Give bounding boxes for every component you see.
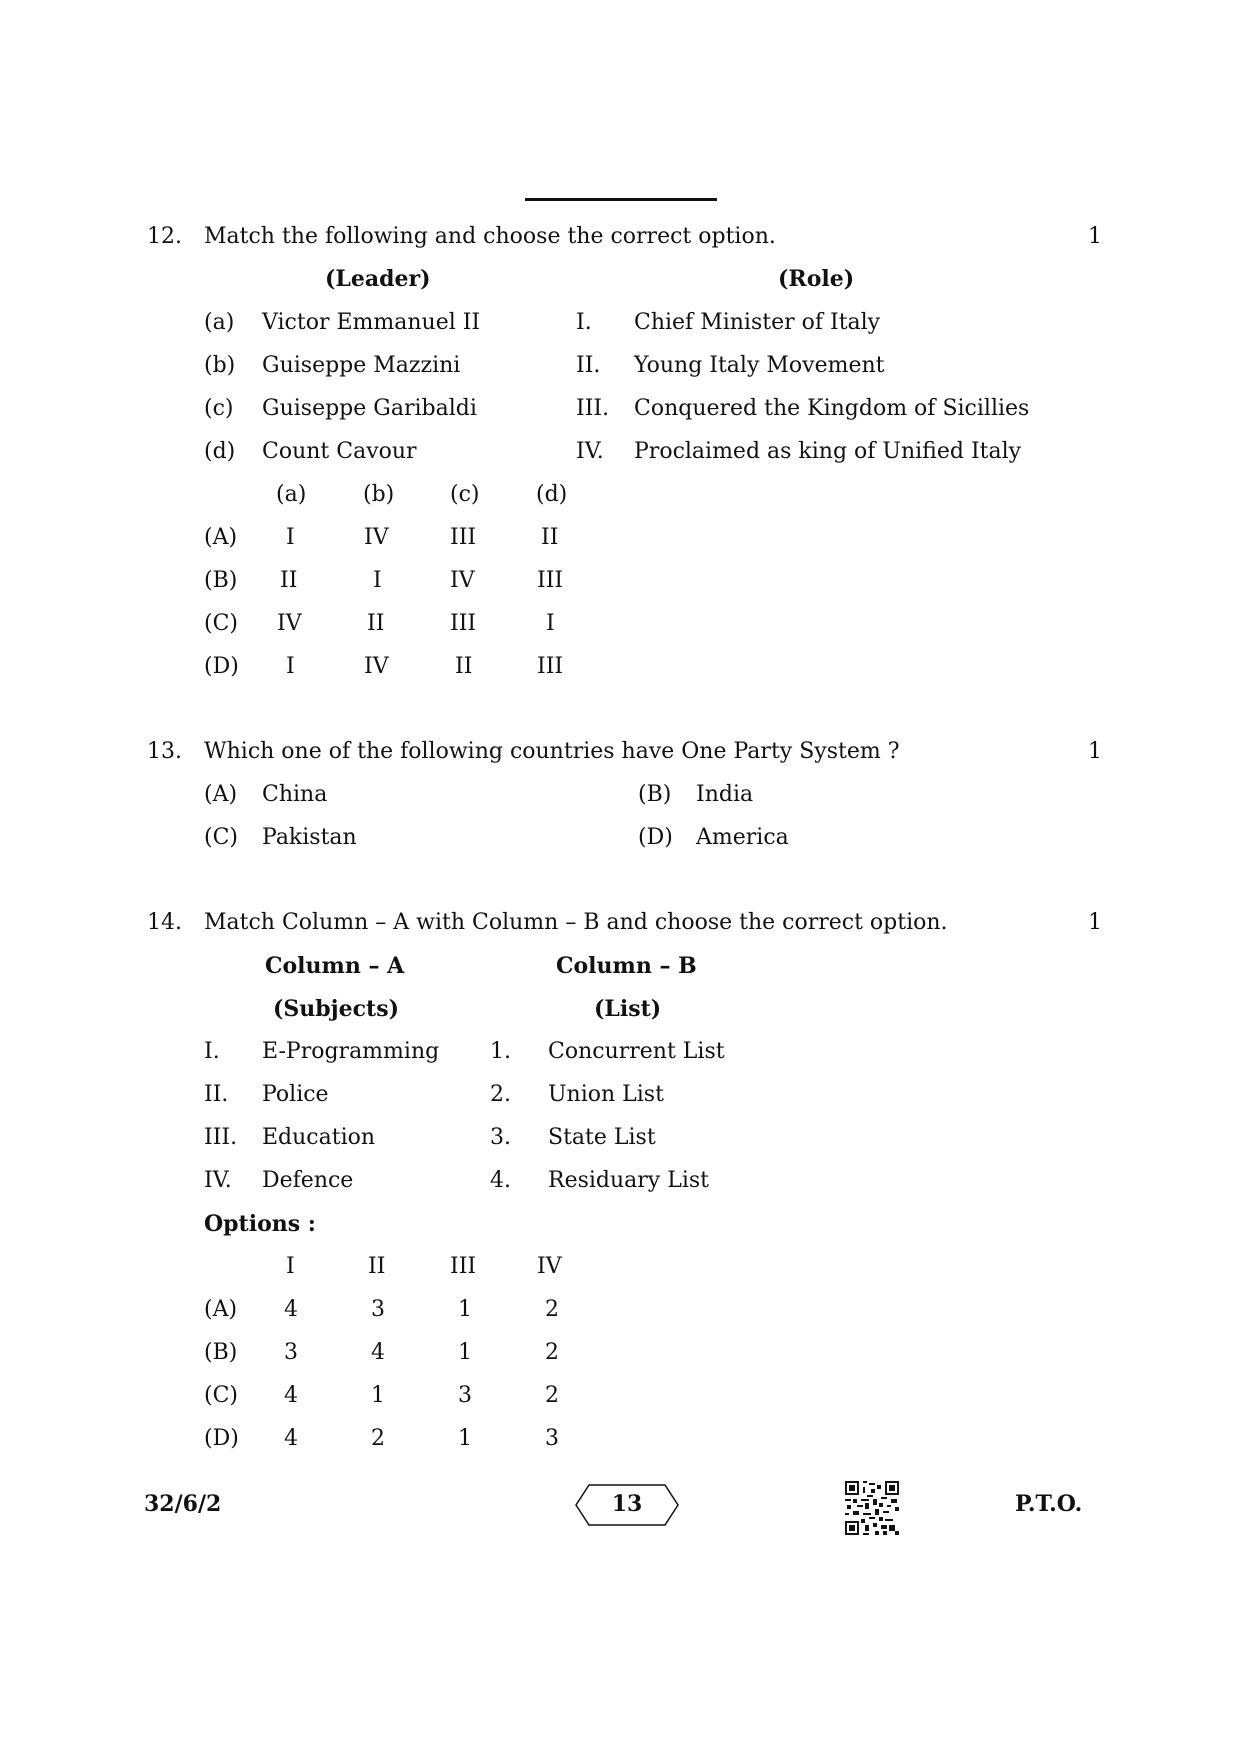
q12-option-value: I xyxy=(373,568,382,593)
q12-option-value: I xyxy=(546,611,555,636)
q12-row-right: Proclaimed as king of Unified Italy xyxy=(634,439,1022,464)
q12-option-header: (d) xyxy=(536,482,568,507)
q12-option-value: IV xyxy=(277,611,302,636)
qr-code-icon xyxy=(845,1481,899,1535)
q13-number: 13. xyxy=(147,739,182,764)
q14-row-num: IV. xyxy=(204,1168,232,1193)
q13-option-text: China xyxy=(262,782,328,807)
q13-marks: 1 xyxy=(1088,739,1102,764)
q12-row-num: II. xyxy=(576,353,601,378)
top-rule xyxy=(525,198,717,201)
q12-number: 12. xyxy=(147,224,182,249)
q12-row-right: Conquered the Kingdom of Sicillies xyxy=(634,396,1030,421)
q14-number: 14. xyxy=(147,910,182,935)
q14-row-key: 2. xyxy=(490,1082,511,1107)
q12-option-header: (c) xyxy=(450,482,480,507)
q14-options-title: Options : xyxy=(204,1211,316,1237)
q14-row-num: I. xyxy=(204,1039,220,1064)
q14-row-right: Concurrent List xyxy=(548,1039,725,1064)
q14-row-right: Residuary List xyxy=(548,1168,709,1193)
q14-col-b-subheading: (List) xyxy=(594,996,662,1022)
q14-row-left: E-Programming xyxy=(262,1039,440,1064)
q12-option-value: III xyxy=(450,525,477,550)
q14-option-label: (B) xyxy=(204,1340,238,1365)
q14-row-left: Education xyxy=(262,1125,376,1150)
q13-text: Which one of the following countries have One Party System ? xyxy=(204,739,900,764)
paper-code: 32/6/2 xyxy=(144,1491,222,1517)
q14-col-a-heading: Column – A xyxy=(265,953,405,979)
q14-row-key: 4. xyxy=(490,1168,511,1193)
q14-option-value: 2 xyxy=(545,1297,559,1322)
q13-option-label: (A) xyxy=(204,782,238,807)
q12-row-left: Guiseppe Mazzini xyxy=(262,353,461,378)
q14-option-value: 1 xyxy=(458,1426,472,1451)
q13-option-text: India xyxy=(696,782,754,807)
q12-option-value: III xyxy=(450,611,477,636)
q14-row-right: State List xyxy=(548,1125,656,1150)
q12-option-value: III xyxy=(537,568,564,593)
q12-option-label: (C) xyxy=(204,611,238,636)
q12-option-header: (b) xyxy=(363,482,395,507)
q14-row-key: 3. xyxy=(490,1125,511,1150)
q12-option-value: II xyxy=(455,654,473,679)
q14-option-header: IV xyxy=(537,1254,562,1279)
q13-option-label: (D) xyxy=(638,825,673,850)
q12-row-left: Guiseppe Garibaldi xyxy=(262,396,477,421)
q14-option-value: 3 xyxy=(545,1426,559,1451)
q12-option-value: IV xyxy=(364,654,389,679)
q12-row-left: Victor Emmanuel II xyxy=(262,310,481,335)
q14-col-b-heading: Column – B xyxy=(556,953,697,979)
q14-row-left: Police xyxy=(262,1082,329,1107)
q13-option-label: (B) xyxy=(638,782,672,807)
q14-option-label: (D) xyxy=(204,1426,239,1451)
page-number: 13 xyxy=(611,1491,643,1517)
q12-option-value: I xyxy=(286,525,295,550)
q12-col-a-heading: (Leader) xyxy=(325,266,431,292)
q13-option-text: America xyxy=(696,825,789,850)
q14-row-right: Union List xyxy=(548,1082,664,1107)
q12-row-key: (c) xyxy=(204,396,234,421)
q14-option-value: 3 xyxy=(458,1383,472,1408)
q12-option-value: II xyxy=(280,568,298,593)
q12-row-right: Chief Minister of Italy xyxy=(634,310,881,335)
q14-option-header: I xyxy=(286,1254,295,1279)
q12-option-value: IV xyxy=(364,525,389,550)
q14-option-value: 4 xyxy=(371,1340,385,1365)
q14-option-label: (C) xyxy=(204,1383,238,1408)
q12-row-left: Count Cavour xyxy=(262,439,417,464)
q13-option-text: Pakistan xyxy=(262,825,357,850)
q12-row-num: IV. xyxy=(576,439,604,464)
q12-row-num: III. xyxy=(576,396,610,421)
q14-col-a-subheading: (Subjects) xyxy=(273,996,399,1022)
q14-option-value: 3 xyxy=(284,1340,298,1365)
q12-option-value: III xyxy=(537,654,564,679)
q14-row-num: III. xyxy=(204,1125,238,1150)
q12-option-header: (a) xyxy=(276,482,307,507)
q14-row-num: II. xyxy=(204,1082,229,1107)
q12-row-key: (b) xyxy=(204,353,236,378)
q14-text: Match Column – A with Column – B and choose the correct option. xyxy=(204,910,948,935)
q14-option-value: 1 xyxy=(371,1383,385,1408)
q14-option-header: III xyxy=(450,1254,477,1279)
q14-option-value: 3 xyxy=(371,1297,385,1322)
q14-option-value: 2 xyxy=(371,1426,385,1451)
q12-option-value: I xyxy=(286,654,295,679)
q14-option-value: 4 xyxy=(284,1297,298,1322)
q14-row-key: 1. xyxy=(490,1039,511,1064)
q14-row-left: Defence xyxy=(262,1168,354,1193)
q14-option-header: II xyxy=(368,1254,386,1279)
pto-label: P.T.O. xyxy=(1015,1491,1083,1517)
q12-text: Match the following and choose the correct option. xyxy=(204,224,776,249)
q14-option-label: (A) xyxy=(204,1297,238,1322)
q14-option-value: 1 xyxy=(458,1297,472,1322)
q12-marks: 1 xyxy=(1088,224,1102,249)
q12-option-label: (B) xyxy=(204,568,238,593)
q12-col-b-heading: (Role) xyxy=(778,266,855,292)
q14-marks: 1 xyxy=(1088,910,1102,935)
q13-option-label: (C) xyxy=(204,825,238,850)
q12-option-label: (D) xyxy=(204,654,239,679)
q12-row-key: (d) xyxy=(204,439,236,464)
q14-option-value: 2 xyxy=(545,1383,559,1408)
q14-option-value: 4 xyxy=(284,1426,298,1451)
q14-option-value: 2 xyxy=(545,1340,559,1365)
q12-option-value: II xyxy=(541,525,559,550)
q12-option-label: (A) xyxy=(204,525,238,550)
q12-row-right: Young Italy Movement xyxy=(634,353,885,378)
q12-option-value: IV xyxy=(450,568,475,593)
q12-option-value: II xyxy=(367,611,385,636)
q12-row-num: I. xyxy=(576,310,592,335)
q14-option-value: 1 xyxy=(458,1340,472,1365)
q12-row-key: (a) xyxy=(204,310,235,335)
q14-option-value: 4 xyxy=(284,1383,298,1408)
